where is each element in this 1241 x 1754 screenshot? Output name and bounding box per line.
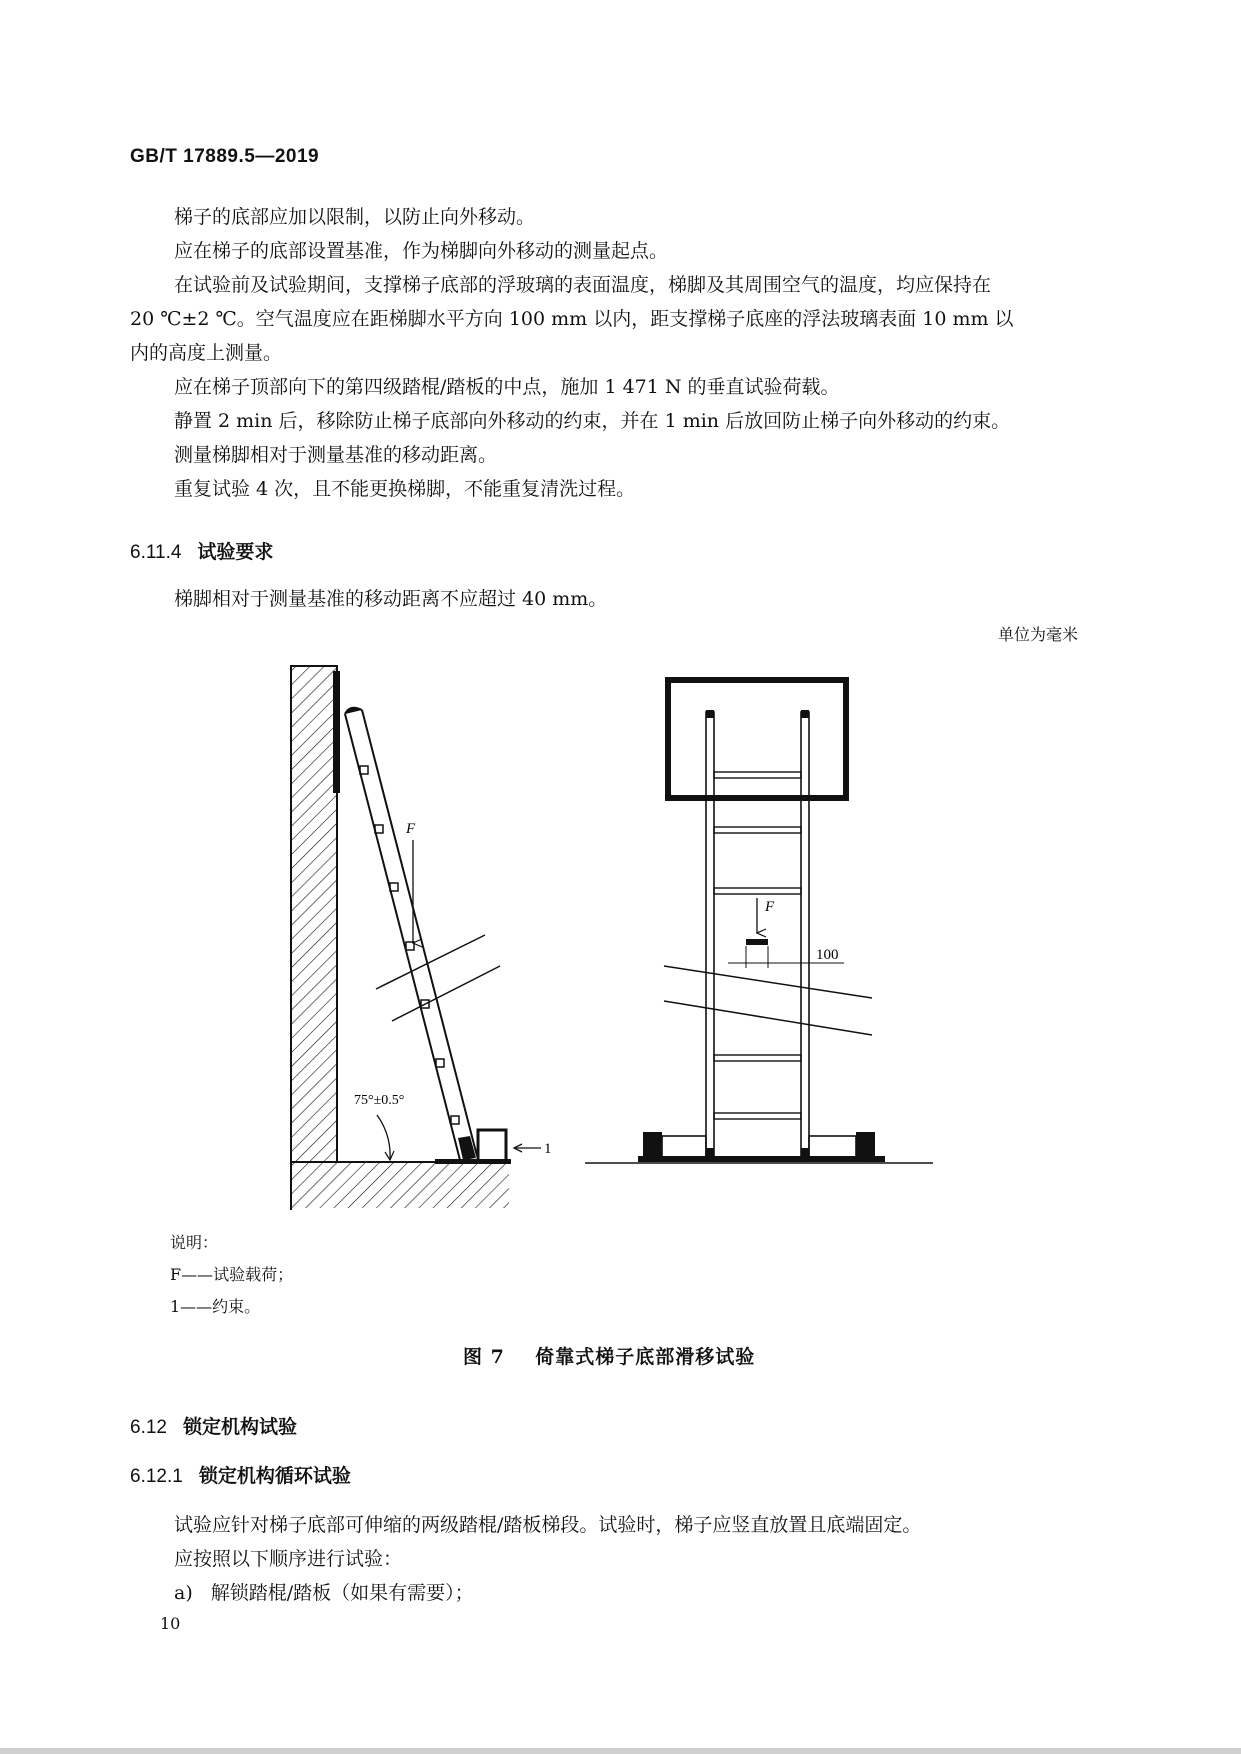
restraint (478, 1130, 506, 1162)
section-number: 6.11.4 (130, 542, 182, 563)
force-label: F (406, 821, 416, 837)
left-view (291, 666, 552, 1210)
section-number: 6.12 (130, 1417, 167, 1438)
paragraph: 应按照以下顺序进行试验： (174, 1548, 403, 1570)
top-frame (668, 680, 846, 798)
floor (291, 1162, 509, 1208)
restraint-left (643, 1132, 662, 1160)
section-heading-6-12 (130, 1412, 297, 1439)
paragraph: 在试验前及试验期间，支撑梯子底部的浮玻璃的表面温度，梯脚及其周围空气的温度，均应保持在 (174, 274, 992, 296)
section-6-12-1-text (130, 1508, 1092, 1610)
angle-label: 75°±0.5° (354, 1093, 405, 1108)
legend-title: 说明： (170, 1233, 219, 1252)
right-view (585, 680, 933, 1163)
figure-caption: 图 7 倚靠式梯子底部滑移试验 (463, 1346, 756, 1368)
list-marker: a) (174, 1582, 193, 1604)
legend-item-force: F——试验载荷； (170, 1265, 294, 1284)
force-label-right: F (765, 899, 775, 915)
paragraph: 梯脚相对于测量基准的移动距离不应超过 40 mm。 (174, 588, 608, 610)
wall-pad (333, 671, 340, 793)
list-item-text: 解锁踏棍/踏板（如果有需要）； (210, 1582, 474, 1604)
paragraph: 试验应针对梯子底部可伸缩的两级踏棍/踏板梯段。试验时，梯子应竖直放置且底端固定。 (174, 1514, 922, 1536)
standard-number: GB/T 17889.5—2019 (130, 146, 320, 167)
section-heading-6-12-1 (130, 1461, 351, 1488)
paragraph: 静置 2 min 后，移除防止梯子底部向外移动的约束，并在 1 min 后放回防止梯子向外移动的约束。 (174, 410, 1011, 432)
dimension-100: 100 (816, 947, 839, 963)
unit-note: 单位为毫米 (998, 625, 1079, 644)
page-number: 10 (160, 1614, 181, 1633)
wall (291, 666, 337, 1162)
restraint-label: 1 (544, 1141, 552, 1157)
section-number: 6.12.1 (130, 1466, 183, 1487)
paragraph: 梯子的底部应加以限制，以防止向外移动。 (174, 206, 536, 228)
legend-item-restraint: 1——约束。 (170, 1297, 261, 1316)
list-item (130, 1576, 1092, 1610)
paragraph: 20 ℃±2 ℃。空气温度应在距梯脚水平方向 100 mm 以内，距支撑梯子底座的浮法玻璃表面 10 mm 以 (130, 308, 1014, 330)
section-title: 锁定机构试验 (182, 1416, 297, 1438)
angle-arc (377, 1115, 390, 1160)
paragraph: 重复试验 4 次，且不能更换梯脚，不能重复清洗过程。 (174, 478, 636, 500)
section-title: 试验要求 (197, 541, 274, 563)
paragraph: 测量梯脚相对于测量基准的移动距离。 (174, 444, 498, 466)
restraint-right (856, 1132, 875, 1160)
section-title: 锁定机构循环试验 (198, 1465, 351, 1487)
paragraph: 应在梯子顶部向下的第四级踏棍/踏板的中点，施加 1 471 N 的垂直试验荷载。 (174, 376, 840, 398)
paragraph: 内的高度上测量。 (130, 342, 283, 364)
scan-edge (0, 1748, 1241, 1754)
paragraph: 应在梯子的底部设置基准，作为梯脚向外移动的测量起点。 (174, 240, 669, 262)
